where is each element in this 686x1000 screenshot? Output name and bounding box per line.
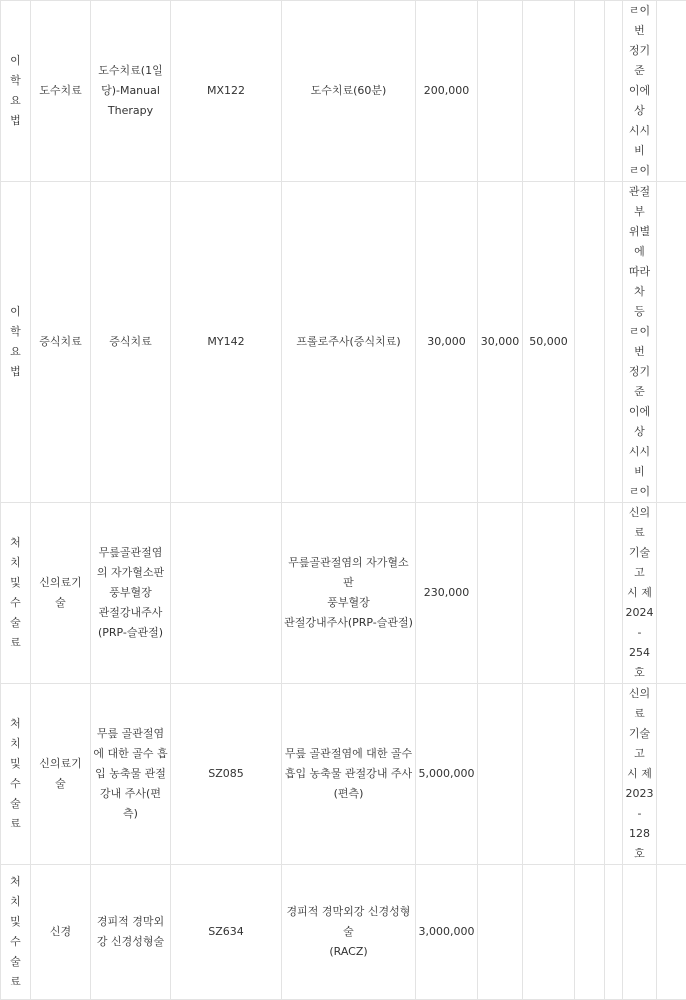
classification-cell: 증식치료 xyxy=(31,182,91,503)
empty-cell xyxy=(605,503,623,684)
empty-cell xyxy=(605,1,623,182)
max-fee-cell xyxy=(523,503,575,684)
fee-cell: 230,000 xyxy=(416,503,478,684)
empty-cell xyxy=(605,865,623,1000)
empty-cell xyxy=(657,1,686,182)
item-cell: 도수치료(60분) xyxy=(282,1,416,182)
empty-cell xyxy=(575,503,605,684)
item-cell: 경피적 경막외강 신경성형술 (RACZ) xyxy=(282,865,416,1000)
category-cell: 이 학 요 법 xyxy=(1,182,31,503)
code-cell: SZ085 xyxy=(171,684,282,865)
code-cell: MY142 xyxy=(171,182,282,503)
fee-cell: 200,000 xyxy=(416,1,478,182)
item-cell: 무릎골관절염의 자가혈소판 풍부혈장 관절강내주사(PRP-슬관절) xyxy=(282,503,416,684)
note-cell xyxy=(623,865,657,1000)
classification-cell: 도수치료 xyxy=(31,1,91,182)
table-row xyxy=(1,865,686,1000)
empty-cell xyxy=(605,182,623,503)
min-fee-cell: 30,000 xyxy=(478,182,523,503)
table-row xyxy=(1,503,686,684)
classification-cell: 신의료기 술 xyxy=(31,503,91,684)
table-row xyxy=(1,182,686,503)
note-cell: 관절부 위별에 따라 차 등 ㄹ이 번 정기준 이에 상 시시 비 ㄹ이 xyxy=(623,182,657,503)
category-cell: 처 치 및 수 술 료 xyxy=(1,865,31,1000)
min-fee-cell xyxy=(478,865,523,1000)
table-row xyxy=(1,1,686,182)
name-cell: 무릎골관절염 의 자가혈소판 풍부혈장 관절강내주사 (PRP-슬관절) xyxy=(91,503,171,684)
empty-cell xyxy=(575,684,605,865)
empty-cell xyxy=(605,684,623,865)
name-cell: 경피적 경막외 강 신경성형술 xyxy=(91,865,171,1000)
empty-cell xyxy=(575,182,605,503)
category-cell: 처 치 및 수 술 료 xyxy=(1,684,31,865)
max-fee-cell: 50,000 xyxy=(523,182,575,503)
empty-cell xyxy=(657,865,686,1000)
fee-cell: 5,000,000 xyxy=(416,684,478,865)
empty-cell xyxy=(575,865,605,1000)
min-fee-cell xyxy=(478,1,523,182)
classification-cell: 신의료기 술 xyxy=(31,684,91,865)
name-cell: 증식치료 xyxy=(91,182,171,503)
empty-cell xyxy=(657,503,686,684)
category-cell: 처 치 및 수 술 료 xyxy=(1,503,31,684)
name-cell: 무릎 골관절염 에 대한 골수 흡 입 농축물 관절 강내 주사(편 측) xyxy=(91,684,171,865)
code-cell: MX122 xyxy=(171,1,282,182)
item-cell: 무릎 골관절염에 대한 골수 흡입 농축물 관절강내 주사 (편측) xyxy=(282,684,416,865)
min-fee-cell xyxy=(478,684,523,865)
note-cell: 신의료 기술 고 시 제 2024- 254호 xyxy=(623,503,657,684)
empty-cell xyxy=(657,684,686,865)
note-cell: ㄹ이 번 정기준 이에 상 시시 비 ㄹ이 xyxy=(623,1,657,182)
item-cell: 프롤로주사(증식치료) xyxy=(282,182,416,503)
fee-cell: 30,000 xyxy=(416,182,478,503)
min-fee-cell xyxy=(478,503,523,684)
max-fee-cell xyxy=(523,1,575,182)
name-cell: 도수치료(1일 당)-Manual Therapy xyxy=(91,1,171,182)
classification-cell: 신경 xyxy=(31,865,91,1000)
max-fee-cell xyxy=(523,865,575,1000)
note-cell: 신의료 기술 고 시 제 2023- 128호 xyxy=(623,684,657,865)
code-cell: SZ634 xyxy=(171,865,282,1000)
empty-cell xyxy=(575,1,605,182)
table-row xyxy=(1,684,686,865)
fee-cell: 3,000,000 xyxy=(416,865,478,1000)
category-cell: 이 학 요 법 xyxy=(1,1,31,182)
max-fee-cell xyxy=(523,684,575,865)
empty-cell xyxy=(657,182,686,503)
code-cell xyxy=(171,503,282,684)
